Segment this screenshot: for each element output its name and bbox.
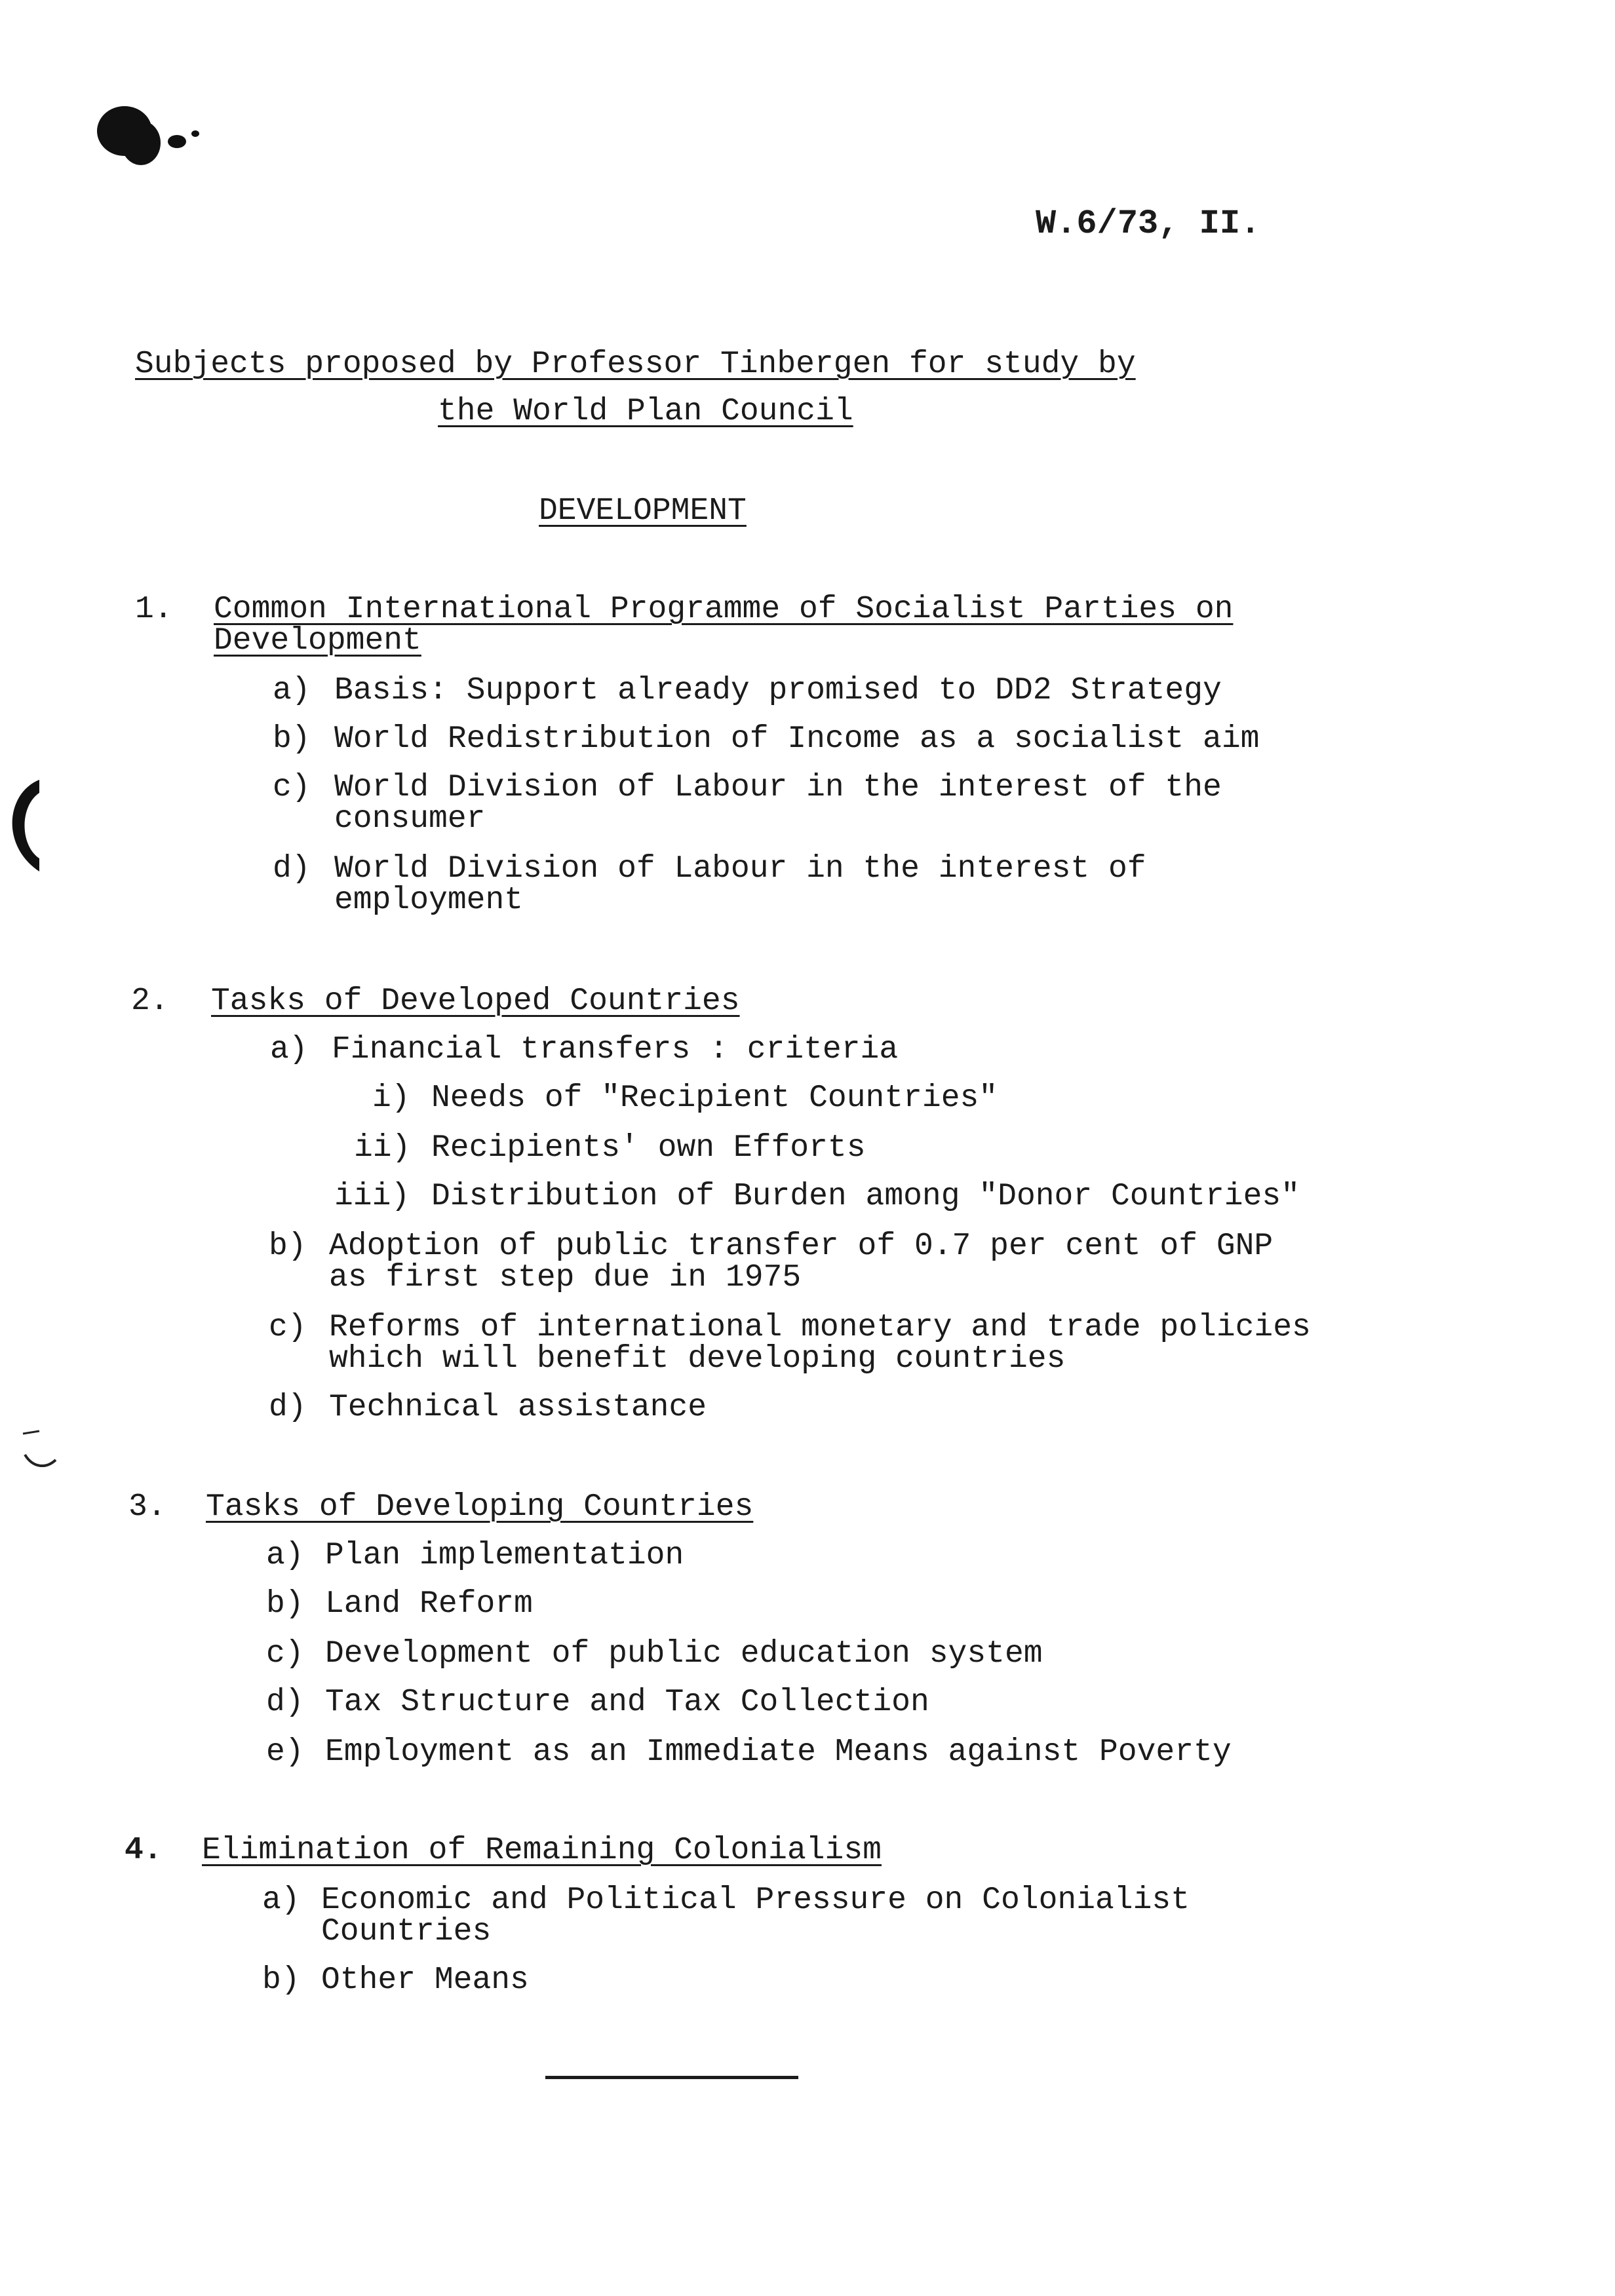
sub-item-label: ii): [354, 1130, 411, 1166]
document-title-line-1: Subjects proposed by Professor Tinbergen for study by: [135, 347, 1136, 382]
item-label: d): [273, 851, 311, 887]
list-item: Plan implementation: [325, 1538, 684, 1573]
section-heading-development: DEVELOPMENT: [539, 493, 747, 529]
sub-item-label: iii): [334, 1179, 410, 1214]
document-title-line-2: the World Plan Council: [438, 394, 853, 429]
item-label: c): [266, 1636, 304, 1672]
item-label: b): [266, 1586, 304, 1622]
section-number: 4.: [125, 1833, 163, 1868]
sub-list-item: Recipients' own Efforts: [431, 1130, 866, 1166]
list-item: Technical assistance: [329, 1390, 707, 1425]
item-label: c): [269, 1310, 307, 1345]
item-label: c): [273, 770, 311, 805]
document-reference: W.6/73, II.: [1036, 204, 1261, 243]
list-item: Other Means: [321, 1962, 529, 1998]
list-item: World Division of Labour in the interest of: [334, 851, 1146, 887]
section-number: 3.: [128, 1489, 166, 1525]
item-label: a): [266, 1538, 304, 1573]
list-item-continued: consumer: [334, 801, 486, 837]
item-label: b): [262, 1962, 300, 1998]
sub-item-label: i): [372, 1081, 410, 1116]
item-label: b): [273, 721, 311, 757]
list-item: Adoption of public transfer of 0.7 per cent of GNP: [329, 1229, 1274, 1264]
list-item: Reforms of international monetary and trade policies: [329, 1310, 1311, 1345]
section-heading: Elimination of Remaining Colonialism: [202, 1833, 882, 1868]
section-number: 2.: [131, 984, 169, 1019]
list-item: Financial transfers : criteria: [332, 1032, 899, 1067]
list-item-continued: employment: [334, 883, 524, 918]
list-item: World Redistribution of Income as a socialist aim: [334, 721, 1260, 757]
list-item: Development of public education system: [325, 1636, 1043, 1672]
section-heading: Tasks of Developing Countries: [206, 1489, 754, 1525]
margin-curve-mark: [20, 1428, 59, 1481]
section-heading-continued: Development: [214, 623, 421, 659]
sub-list-item: Needs of "Recipient Countries": [431, 1081, 998, 1116]
list-item: World Division of Labour in the interest of the: [334, 770, 1222, 805]
item-label: a): [273, 673, 311, 708]
list-item: Basis: Support already promised to DD2 Strategy: [334, 673, 1222, 708]
margin-hole-mark: [0, 773, 46, 878]
list-item: Employment as an Immediate Means against Poverty: [325, 1734, 1232, 1770]
section-number: 1.: [135, 592, 173, 627]
item-label: a): [262, 1883, 300, 1918]
sub-list-item: Distribution of Burden among "Donor Countries": [431, 1179, 1300, 1214]
item-label: d): [266, 1685, 304, 1720]
list-item-continued: Countries: [321, 1914, 492, 1949]
list-item: Tax Structure and Tax Collection: [325, 1685, 929, 1720]
item-label: b): [269, 1229, 307, 1264]
item-label: d): [269, 1390, 307, 1425]
list-item: Land Reform: [325, 1586, 533, 1622]
list-item-continued: as first step due in 1975: [329, 1260, 802, 1295]
item-label: a): [270, 1032, 308, 1067]
item-label: e): [266, 1734, 304, 1770]
section-heading: Tasks of Developed Countries: [211, 984, 740, 1019]
ink-blot-mark: [79, 92, 249, 183]
end-rule: [545, 2076, 798, 2079]
section-heading: Common International Programme of Socialist Parties on: [214, 592, 1234, 627]
list-item-continued: which will benefit developing countries: [329, 1341, 1066, 1377]
list-item: Economic and Political Pressure on Colonialist: [321, 1883, 1190, 1918]
